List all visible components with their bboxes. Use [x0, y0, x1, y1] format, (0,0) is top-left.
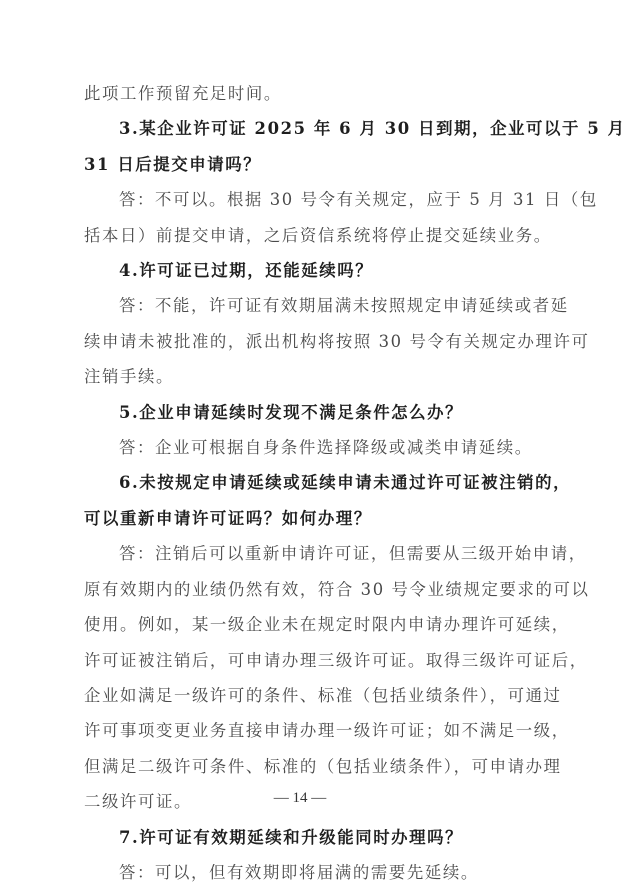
text-block — [84, 76, 626, 890]
answer-line: 答：企业可根据自身条件选择降级或减类申请延续。 — [119, 438, 533, 458]
answer-line: 答：不可以。根据 30 号令有关规定，应于 5 月 31 日（包 — [119, 190, 598, 210]
question-heading: 5.企业申请延续时发现不满足条件怎么办？ — [119, 402, 464, 422]
answer-line: 使用。例如，某一级企业未在规定时限内申请办理许可延续， — [84, 615, 570, 635]
page-number: — 14 — — [273, 790, 327, 806]
question-heading: 6.未按规定申请延续或延续申请未通过许可证被注销的， — [119, 473, 572, 493]
text-line: 此项工作预留充足时间。 — [84, 84, 282, 103]
question-heading: 3.某企业许可证 2025 年 6 月 30 日到期，企业可以于 5 月 — [119, 119, 626, 139]
question-heading-continuation: 31 日后提交申请吗？ — [84, 154, 262, 174]
answer-line: 二级许可证。 — [84, 792, 192, 812]
answer-line: 答：注销后可以重新申请许可证，但需要从三级开始申请， — [119, 544, 587, 564]
answer-line: 许可事项变更业务直接申请办理一级许可证；如不满足一级， — [84, 721, 570, 741]
answer-line: 括本日）前提交申请，之后资信系统将停止提交延续业务。 — [84, 225, 552, 245]
answer-line: 答：可以，但有效期即将届满的需要先延续。 — [119, 862, 479, 882]
answer-line: 续申请未被批准的，派出机构将按照 30 号令有关规定办理许可 — [84, 331, 590, 351]
answer-line: 注销手续。 — [84, 367, 174, 387]
answer-line: 许可证被注销后，可申请办理三级许可证。取得三级许可证后， — [84, 650, 588, 670]
document-body — [84, 76, 626, 890]
question-heading: 4.许可证已过期，还能延续吗？ — [119, 261, 374, 281]
question-heading-continuation: 可以重新申请许可证吗？如何办理？ — [84, 508, 372, 528]
answer-line: 企业如满足一级许可的条件、标准（包括业绩条件），可通过 — [84, 685, 562, 705]
question-heading: 7.许可证有效期延续和升级能同时办理吗？ — [119, 827, 464, 847]
answer-line: 但满足二级许可条件、标准的（包括业绩条件），可申请办理 — [84, 756, 562, 776]
answer-line: 原有效期内的业绩仍然有效，符合 30 号令业绩规定要求的可以 — [84, 579, 590, 599]
answer-line: 答：不能，许可证有效期届满未按照规定申请延续或者延 — [119, 296, 569, 316]
